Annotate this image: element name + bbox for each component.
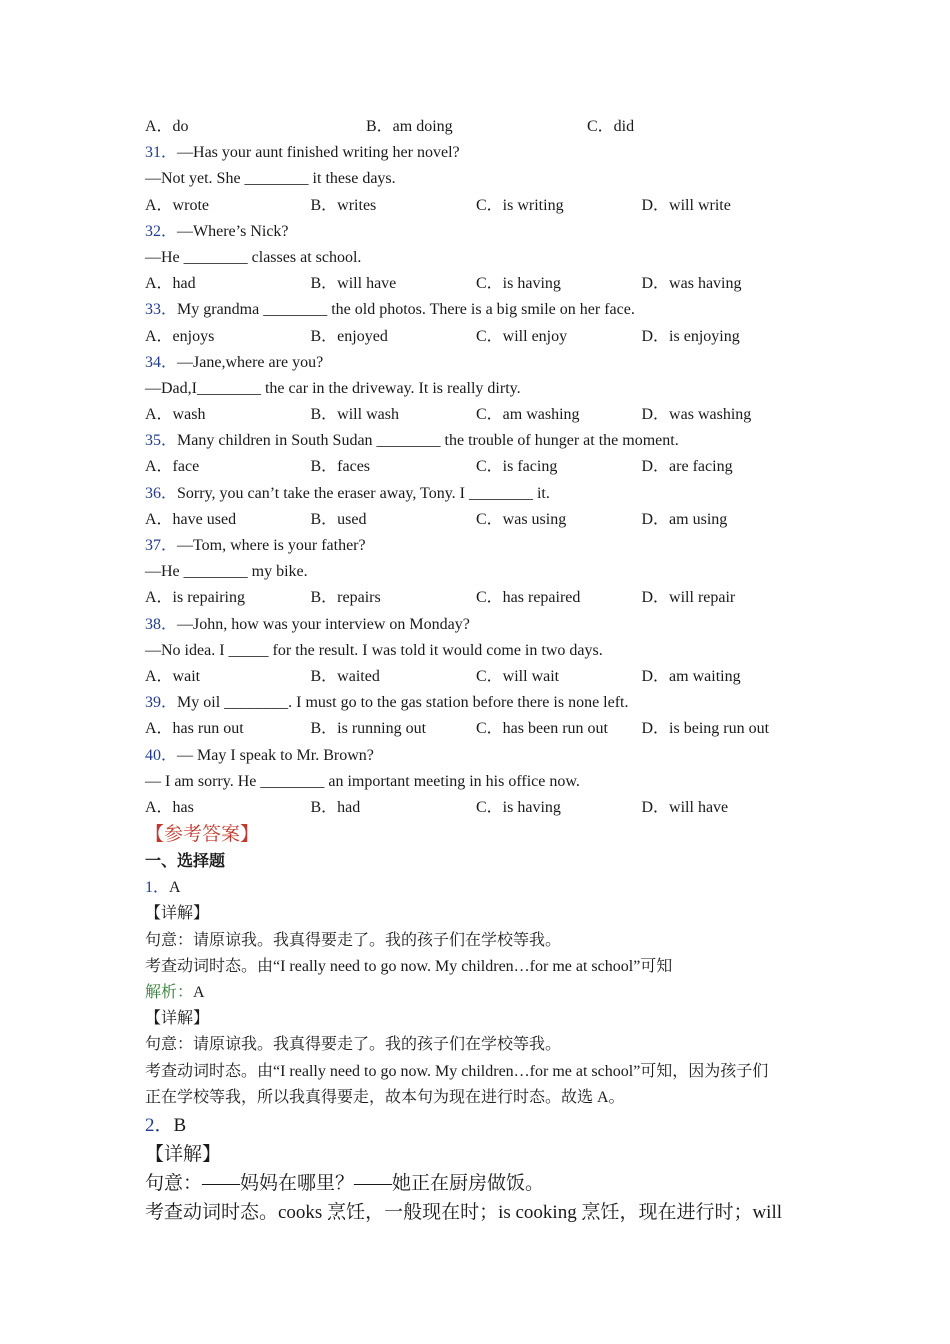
answer-number: 1． (145, 879, 170, 897)
question-number: 31． (145, 144, 178, 162)
question-number: 40． (145, 746, 178, 764)
question-options (145, 324, 825, 350)
option-b: B．had (310, 798, 361, 816)
option-c: C．was using (476, 510, 567, 528)
option-c: C．has repaired (476, 589, 581, 607)
option-b: B．repairs (310, 589, 381, 607)
question-text: —He ________ my bike. (145, 563, 308, 581)
question-options (145, 795, 825, 821)
question-text: —Where’s Nick? (177, 222, 289, 240)
question-options (145, 507, 825, 533)
question-number: 37． (145, 537, 178, 554)
option-c: C．did (587, 118, 635, 135)
option-a: A．is repairing (145, 589, 245, 607)
option-b: B．am doing (366, 118, 453, 135)
question-text: —No idea. I _____ for the result. I was told it would come in two days. (145, 641, 603, 659)
explanation-full-1: 考查动词时态。由“I really need to go now. My children…for me at school”可知，因为孩子们 (145, 1062, 769, 1080)
question-text: —Has your aunt finished writing her novel? (177, 144, 460, 162)
question-number: 34． (145, 353, 178, 371)
question-text: —John, how was your interview on Monday? (177, 615, 470, 633)
question-number: 38． (145, 615, 178, 633)
answer-1 (145, 875, 825, 901)
question-reply (145, 166, 825, 192)
option-d: D．are facing (641, 458, 733, 476)
option-d: D．will have (641, 798, 729, 816)
option-c: C．am washing (476, 406, 580, 424)
question-stem (145, 533, 825, 559)
question-stem (145, 140, 825, 166)
detail-label-3: 【详解】 (145, 1143, 222, 1165)
option-c: C．is facing (476, 458, 558, 476)
option-c: C．will wait (476, 667, 560, 685)
option-c: C．is writing (476, 196, 564, 214)
option-b: B．enjoyed (310, 327, 388, 345)
explanation-full-2: 正在学校等我，所以我真得要走，故本句为现在进行时态。故选 A。 (145, 1088, 625, 1106)
option-c: C．is having (476, 275, 561, 293)
option-a: A．do (145, 118, 189, 135)
question-list (145, 140, 825, 821)
question-number: 35． (145, 432, 178, 450)
question-stem (145, 743, 825, 769)
option-a: A．had (145, 275, 196, 293)
option-d: D．is being run out (641, 720, 770, 738)
option-d: D．is enjoying (641, 327, 740, 345)
question-number: 36． (145, 484, 178, 502)
question-number: 33． (145, 301, 178, 319)
question-number: 32． (145, 222, 178, 240)
analysis-label: 解析： (145, 984, 194, 1001)
option-b: B．is running out (310, 720, 427, 738)
question-text: My oil ________. I must go to the gas station before there is none left. (177, 694, 629, 712)
question-text: — I am sorry. He ________ an important meeting in his office now. (145, 772, 580, 790)
answer-heading: 【参考答案】 (145, 824, 260, 846)
question-reply (145, 638, 825, 664)
detail-label: 【详解】 (145, 905, 210, 923)
option-a: A．has run out (145, 720, 244, 738)
question-text: —Tom, where is your father? (177, 537, 366, 554)
option-d: D．am using (641, 510, 728, 528)
option-b: B．will wash (310, 406, 399, 424)
option-b: B．used (310, 510, 367, 528)
question-reply (145, 559, 825, 585)
detail-label-2: 【详解】 (145, 1010, 210, 1028)
question-number: 39． (145, 694, 178, 712)
question-text: — May I speak to Mr. Brown? (177, 746, 374, 764)
question-options (145, 193, 825, 219)
option-b: B．waited (310, 667, 380, 685)
option-d: D．am waiting (641, 667, 741, 685)
question-stem (145, 297, 825, 323)
option-c: C．has been run out (476, 720, 608, 738)
question-stem (145, 481, 825, 507)
sentence-meaning-2: 句意：请原谅我。我真得要走了。我的孩子们在学校等我。 (145, 1036, 562, 1054)
option-b: B．will have (310, 275, 397, 293)
option-a: A．enjoys (145, 327, 215, 345)
option-d: D．was washing (641, 406, 752, 424)
answer-2 (145, 1111, 825, 1140)
question-text: —Not yet. She ________ it these days. (145, 170, 396, 188)
sentence-meaning: 句意：请原谅我。我真得要走了。我的孩子们在学校等我。 (145, 931, 562, 949)
option-d: D．will write (641, 196, 731, 214)
question-reply (145, 376, 825, 402)
question-text: Many children in South Sudan ________ the trouble of hunger at the moment. (177, 432, 679, 450)
prev-question-options (145, 114, 825, 140)
option-a: A．wash (145, 406, 206, 424)
option-d: D．was having (641, 275, 742, 293)
question-options (145, 271, 825, 297)
question-options (145, 585, 825, 611)
document-page (145, 114, 825, 1227)
analysis-value: A (193, 984, 205, 1001)
question-text: —Jane,where are you? (177, 353, 324, 371)
analysis-line (145, 980, 825, 1006)
question-options (145, 454, 825, 480)
question-options (145, 402, 825, 428)
answer-letter-2: B (173, 1114, 187, 1136)
question-options (145, 716, 825, 742)
question-text: —He ________ classes at school. (145, 248, 362, 266)
option-b: B．writes (310, 196, 377, 214)
option-a: A．face (145, 458, 200, 476)
question-text: Sorry, you can’t take the eraser away, Tony. I ________ it. (177, 484, 550, 502)
option-d: D．will repair (641, 589, 736, 607)
question-stem (145, 612, 825, 638)
option-a: A．wait (145, 667, 201, 685)
question-reply (145, 245, 825, 271)
answer-letter: A (169, 879, 181, 897)
option-a: A．wrote (145, 196, 209, 214)
option-b: B．faces (310, 458, 371, 476)
explanation-3: 考查动词时态。cooks 烹饪，一般现在时；is cooking 烹饪，现在进行时；will (145, 1201, 783, 1223)
question-reply (145, 769, 825, 795)
option-a: A．has (145, 798, 194, 816)
option-c: C．will enjoy (476, 327, 568, 345)
question-stem (145, 690, 825, 716)
explanation-short: 考查动词时态。由“I really need to go now. My children…for me at school”可知 (145, 957, 673, 975)
question-text: My grandma ________ the old photos. There is a big smile on her face. (177, 301, 635, 319)
question-stem (145, 219, 825, 245)
question-options (145, 664, 825, 690)
question-stem (145, 350, 825, 376)
answer-number-2: 2． (145, 1114, 174, 1136)
option-c: C．is having (476, 798, 561, 816)
sentence-meaning-3: 句意：——妈妈在哪里？——她正在厨房做饭。 (145, 1172, 545, 1194)
option-a: A．have used (145, 510, 237, 528)
section-title: 一、选择题 (145, 853, 226, 871)
question-stem (145, 428, 825, 454)
question-text: —Dad,I________ the car in the driveway. It is really dirty. (145, 379, 521, 397)
